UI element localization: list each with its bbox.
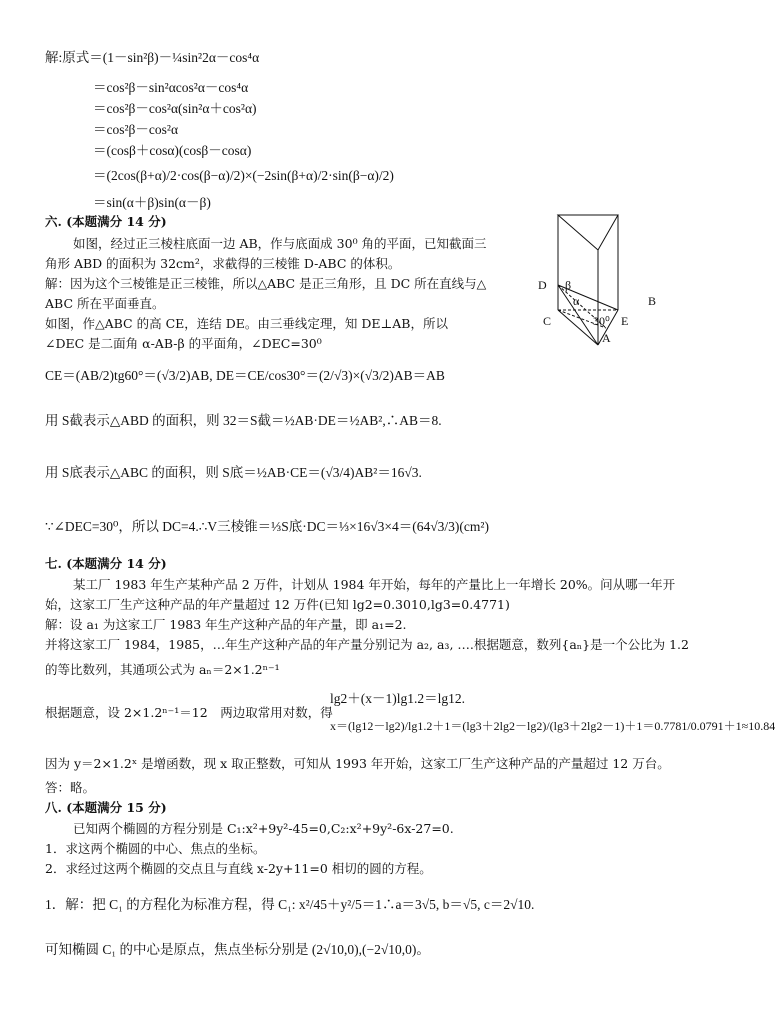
s8-question-1: 1．求这两个椭圆的中心、焦点的坐标。 [45, 841, 266, 856]
s7-x-solution: x＝(lg12－lg2)/lg1.2＋1＝(lg3＋2lg2－lg2)/(lg3＋2lg2－1)＋1＝0.7781/0.0791＋1≈10.84 [330, 719, 775, 733]
fig-label-a: A [602, 331, 611, 345]
section-6-title: 六. (本题满分 14 分) [45, 214, 167, 229]
s6-equation-volume: ∵∠DEC=30⁰，所以 DC=4.∴V三棱锥＝⅓S底·DC＝⅓×16√3×4＝(64√3/3)(cm²) [45, 519, 489, 534]
fig-label-alpha: α [573, 294, 580, 308]
section-7-title: 七. (本题满分 14 分) [45, 556, 167, 571]
s8-answer-1-line-2: 可知椭圆 C₁ 的中心是原点，焦点坐标分别是 (2√10,0),(−2√10,0)。 [45, 942, 430, 957]
s7-problem-line-2: 始，这家工厂生产这种产品的年产量超过 12 万件(已知 lg2=0.3010,lg3=0.4771) [45, 597, 510, 612]
s6-solution-line-2: ABC 所在平面垂直。 [45, 296, 165, 311]
s8-problem-text: 已知两个椭圆的方程分别是 C₁:x²+9y²-45=0,C₂:x²+9y²-6x-27=0. [73, 821, 454, 836]
sol-line-7: ＝sin(α＋β)sin(α－β) [93, 195, 211, 210]
fig-label-c: C [543, 314, 552, 328]
sol-line-5: ＝(cosβ＋cosα)(cosβ－cosα) [93, 143, 252, 158]
s6-equation-base-area: 用 S底表示△ABC 的面积，则 S底＝½AB·CE＝(√3/4)AB²＝16√3. [45, 465, 422, 480]
s6-solution-line-1: 解：因为这个三棱锥是正三棱锥，所以△ABC 是正三角形，且 DC 所在直线与△ [45, 276, 487, 291]
s7-solution-line-3: 的等比数列，其通项公式为 aₙ＝2×1.2ⁿ⁻¹ [45, 662, 280, 677]
sol-line-4: ＝cos²β－cos²α [93, 122, 179, 137]
sol-line-2: ＝cos²β－sin²αcos²α－cos⁴α [93, 80, 249, 95]
fig-label-d: D [538, 278, 547, 292]
section-8-title: 八. (本题满分 15 分) [45, 800, 167, 815]
sol-line-3: ＝cos²β－cos²α(sin²α＋cos²α) [93, 101, 257, 116]
s6-problem-line-2: 角形 ABD 的面积为 32cm²，求截得的三棱锥 D-ABC 的体积。 [45, 256, 401, 271]
s6-equation-ce-de: CE＝(AB/2)tg60°＝(√3/2)AB, DE＝CE/cos30°＝(2/√3)×(√3/2)AB＝AB [45, 368, 445, 383]
s6-problem-line-1: 如图，经过正三棱柱底面一边 AB，作与底面成 30⁰ 角的平面，已知截面三 [73, 236, 487, 251]
s7-conclusion: 因为 y＝2×1.2ˣ 是增函数，现 x 取正整数，可知从 1993 年开始，这家工厂生产这种产品的产量超过 12 万台。 [45, 756, 670, 771]
sol-line-1: 解:原式＝(1－sin²β)－¼sin²2α－cos⁴α [45, 50, 260, 65]
s7-log-equation: lg2＋(x－1)lg1.2＝lg12. [330, 691, 465, 706]
prism-top-face [558, 215, 618, 250]
s7-solution-line-1: 解：设 a₁ 为这家工厂 1983 年生产这种产品的年产量，即 a₁=2. [45, 617, 407, 632]
prism-figure [528, 205, 668, 355]
s7-problem-line-1: 某工厂 1983 年生产某种产品 2 万件，计划从 1984 年开始，每年的产量比上一年增长 20%。问从哪一年开 [73, 577, 676, 592]
fig-label-30deg: 30⁰ [593, 314, 610, 328]
fig-label-b: B [648, 294, 657, 308]
s7-solution-line-2: 并将这家工厂 1984，1985，…年生产这种产品的年产量分别记为 a₂, a₃, ….根据题意，数列{aₙ}是一个公比为 1.2 [45, 637, 689, 652]
s8-answer-1-line-1: 1．解：把 C₁ 的方程化为标准方程，得 C₁: x²/45＋y²/5＝1∴a＝3√5, b＝√5, c＝2√10. [45, 897, 535, 912]
s6-equation-ab: 用 S截表示△ABD 的面积，则 32＝S截＝½AB·DE＝½AB²,∴AB＝8. [45, 413, 442, 428]
fig-label-beta: β [565, 278, 572, 292]
fig-label-e: E [621, 314, 629, 328]
sol-line-6: ＝(2cos(β+α)/2·cos(β−α)/2)×(−2sin(β+α)/2·sin(β−α)/2) [93, 168, 394, 183]
s6-solution-line-3: 如图，作△ABC 的高 CE，连结 DE。由三垂线定理，知 DE⊥AB，所以 [45, 316, 448, 331]
s8-question-2: 2．求经过这两个椭圆的交点且与直线 x-2y+11=0 相切的圆的方程。 [45, 861, 432, 876]
s6-solution-line-4: ∠DEC 是二面角 α-AB-β 的平面角，∠DEC=30⁰ [45, 336, 322, 351]
s7-answer: 答：略。 [45, 780, 96, 795]
s7-setup-text: 根据题意，设 2×1.2ⁿ⁻¹＝12 两边取常用对数，得 [45, 705, 333, 720]
